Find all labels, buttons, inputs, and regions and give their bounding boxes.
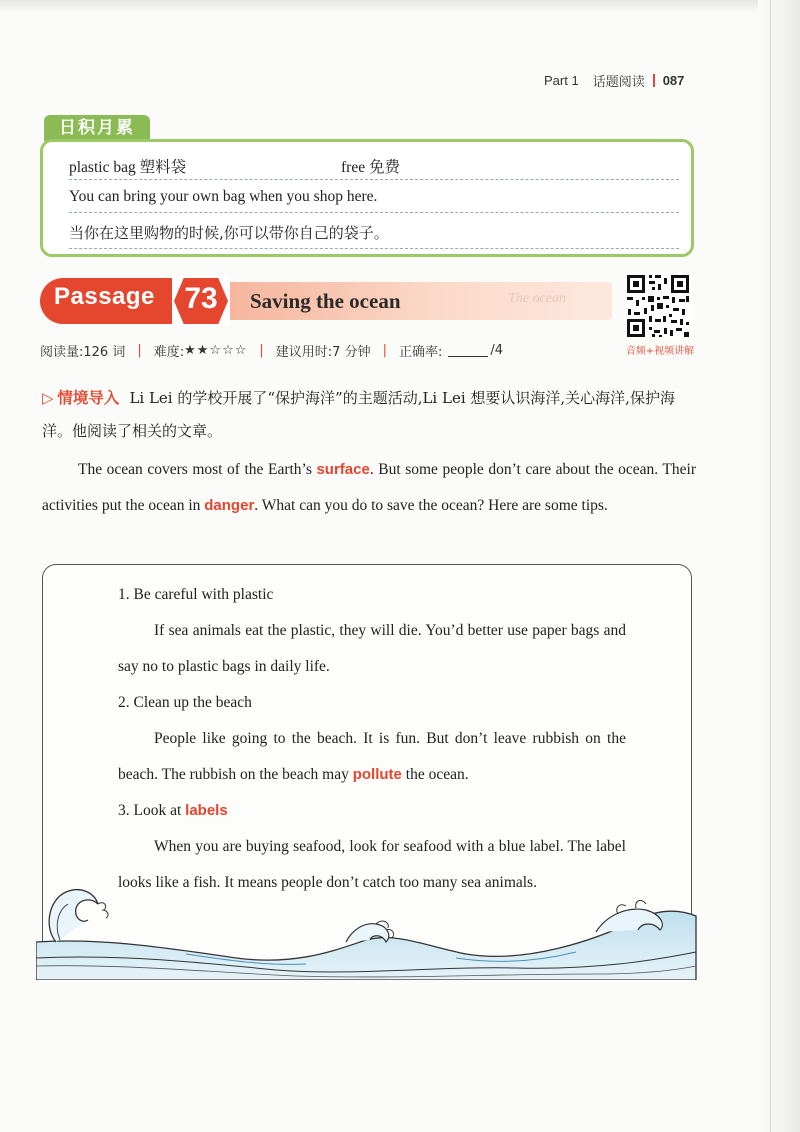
tip-2-heading: 2. Clean up the beach	[118, 694, 252, 711]
intro-text: Li Lei 的学校开展了“保护海洋”的主题活动,Li Lei 想要认识海洋,关心海洋,保护海洋。他阅读了相关的文章。	[42, 389, 675, 440]
section-label: 话题阅读	[592, 74, 645, 89]
paragraph-text: . But some people don’t care about the ocean. Their activities put the ocean in	[42, 461, 696, 514]
keyword-pollute: pollute	[352, 766, 402, 783]
meta-separator: |	[259, 343, 264, 358]
tip-3-body: When you are buying seafood, look for seafood with a blue label. The label looks like a fish. It means people don’t catch too many sea animals.	[118, 838, 626, 891]
tip-1-body: If sea animals eat the plastic, they will die. You’d better use paper bags and say no to plastic bags in daily life.	[118, 622, 626, 675]
meta-separator: |	[137, 343, 142, 358]
intro-tag: 情境导入	[57, 389, 120, 407]
vocab-word-plastic-bag: plastic bag 塑料袋	[69, 159, 187, 176]
page-spine-edge	[758, 0, 800, 1132]
passage-number: 73	[184, 282, 218, 315]
tips-list	[118, 577, 626, 901]
word-count: 阅读量:126 词	[40, 345, 126, 360]
vocab-tab: 日积月累	[44, 115, 150, 141]
play-triangle-icon: ▷	[42, 389, 54, 407]
vocab-word-free: free 免费	[341, 159, 400, 176]
title-watermark: The ocean	[508, 291, 566, 306]
accuracy-total: /4	[490, 343, 504, 358]
tip-1-heading: 1. Be careful with plastic	[118, 586, 274, 603]
meta-separator: |	[382, 343, 387, 358]
paragraph-text: . What can you do to save the ocean? Here are some tips.	[254, 497, 608, 514]
tip-2-text: People like going to the beach. It is fun. But don’t leave rubbish on the beach. The rubbish on the beach may	[118, 730, 626, 783]
difficulty-label: 难度:	[153, 345, 185, 360]
suggested-time: 建议用时:7 分钟	[275, 345, 371, 360]
page-header	[544, 71, 684, 90]
passage-banner	[40, 278, 612, 324]
keyword-labels: labels	[185, 802, 228, 819]
part-label: Part 1	[544, 73, 579, 88]
reading-meta	[40, 341, 503, 360]
passage-title: Saving the ocean	[250, 289, 401, 313]
vocab-row-words	[69, 155, 679, 180]
page-top-edge	[0, 0, 800, 14]
keyword-surface: surface	[316, 461, 370, 478]
paragraph-text: The ocean covers most of the Earth’s	[78, 461, 317, 478]
tip-3-heading-text: 3. Look at	[118, 802, 186, 819]
tip-2-text: the ocean.	[401, 766, 469, 783]
vocab-sentence-en: You can bring your own bag when you shop here.	[69, 188, 679, 213]
tip-3-heading	[118, 793, 626, 829]
keyword-danger: danger	[204, 497, 255, 514]
tip-2-body	[118, 721, 626, 793]
accuracy-label: 正确率:	[398, 345, 443, 360]
qr-caption: 音频+视频讲解	[625, 346, 695, 357]
header-divider	[653, 74, 655, 87]
vocab-box	[40, 139, 694, 257]
difficulty-stars: ★★☆☆☆	[184, 343, 248, 358]
wave-illustration	[36, 880, 700, 980]
accuracy-blank[interactable]	[448, 344, 488, 357]
passage-label: Passage	[54, 283, 155, 310]
qr-code-icon[interactable]	[624, 272, 692, 340]
page-number: 087	[662, 73, 685, 88]
situation-intro	[42, 382, 698, 448]
opening-paragraph	[42, 452, 696, 524]
vocab-sentence-zh: 当你在这里购物的时候,你可以带你自己的袋子。	[69, 222, 679, 249]
